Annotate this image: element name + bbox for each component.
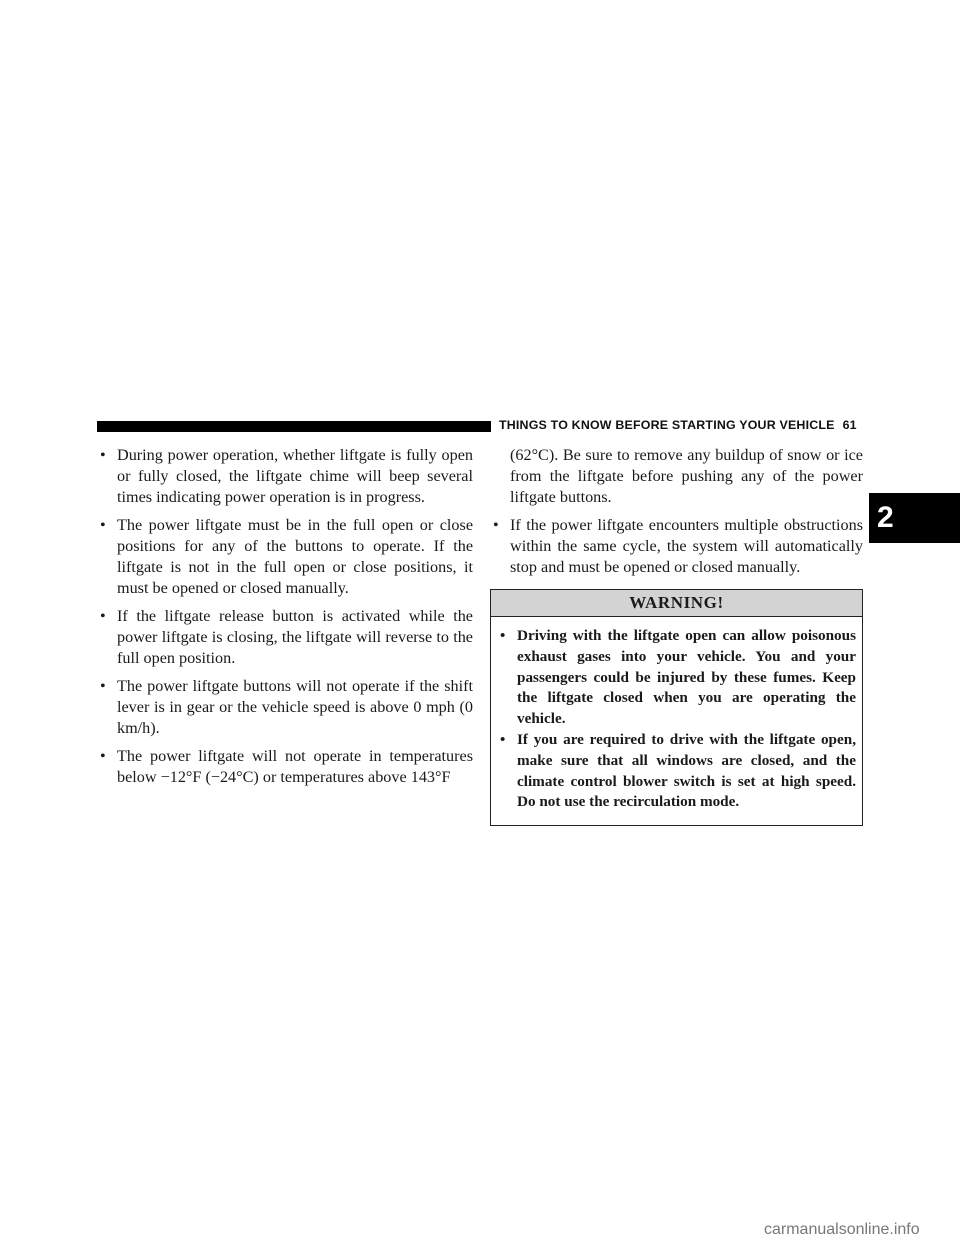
bullet-icon: • <box>100 747 106 765</box>
list-item: • If the liftgate release button is activated while the power liftgate is closing, the liftgate will reverse to the full open position. <box>100 607 473 667</box>
list-item: • The power liftgate must be in the full open or close positions for any of the buttons to operate. If the liftgate is not in the full open or close positions, it must be opened or closed manually. <box>100 516 473 597</box>
warning-item: • Driving with the liftgate open can allow poisonous exhaust gases into your vehicle. You and your passengers could be injured by these fumes. Keep the liftgate closed when you are operating the vehicle. <box>500 627 856 728</box>
list-item: • The power liftgate will not operate in temperatures below −12°F (−24°C) or temperatures above 143°F <box>100 747 473 786</box>
list-item: • If the power liftgate encounters multiple obstructions within the same cycle, the system will automatically stop and must be opened or closed manually. <box>493 516 863 576</box>
list-item: • The power liftgate buttons will not operate if the shift lever is in gear or the vehicle speed is above 0 mph (0 km/h). <box>100 677 473 737</box>
header-rule <box>97 421 491 432</box>
bullet-icon: • <box>500 627 506 644</box>
warning-box <box>490 589 863 826</box>
bullet-icon: • <box>100 677 106 695</box>
warning-body <box>491 617 862 825</box>
warning-title: WARNING! <box>491 590 862 617</box>
left-column <box>97 445 473 795</box>
watermark: carmanualsonline.info <box>764 1221 920 1238</box>
running-header <box>499 418 879 432</box>
bullet-icon: • <box>500 730 506 748</box>
header-title: THINGS TO KNOW BEFORE STARTING YOUR VEHICLE <box>499 418 835 432</box>
right-column <box>490 445 863 826</box>
warning-item: • If you are required to drive with the liftgate open, make sure that all windows are closed, and the climate control blower switch is set at high speed. Do not use the recirculation mode. <box>500 730 856 811</box>
warning-list <box>497 626 856 813</box>
bullet-icon: • <box>100 516 106 534</box>
continued-paragraph: (62°C). Be sure to remove any buildup of snow or ice from the liftgate before pushing any of the power liftgate buttons. <box>510 446 863 506</box>
bullet-icon: • <box>100 446 106 464</box>
bullet-icon: • <box>493 516 499 534</box>
left-bullet-list <box>97 445 473 788</box>
right-bullet-list <box>490 515 863 578</box>
bullet-icon: • <box>100 607 106 625</box>
list-item: • During power operation, whether liftgate is fully open or fully closed, the liftgate chime will beep several times indicating power operation is in progress. <box>100 446 473 506</box>
chapter-tab: 2 <box>869 493 960 543</box>
page-number: 61 <box>842 418 857 432</box>
